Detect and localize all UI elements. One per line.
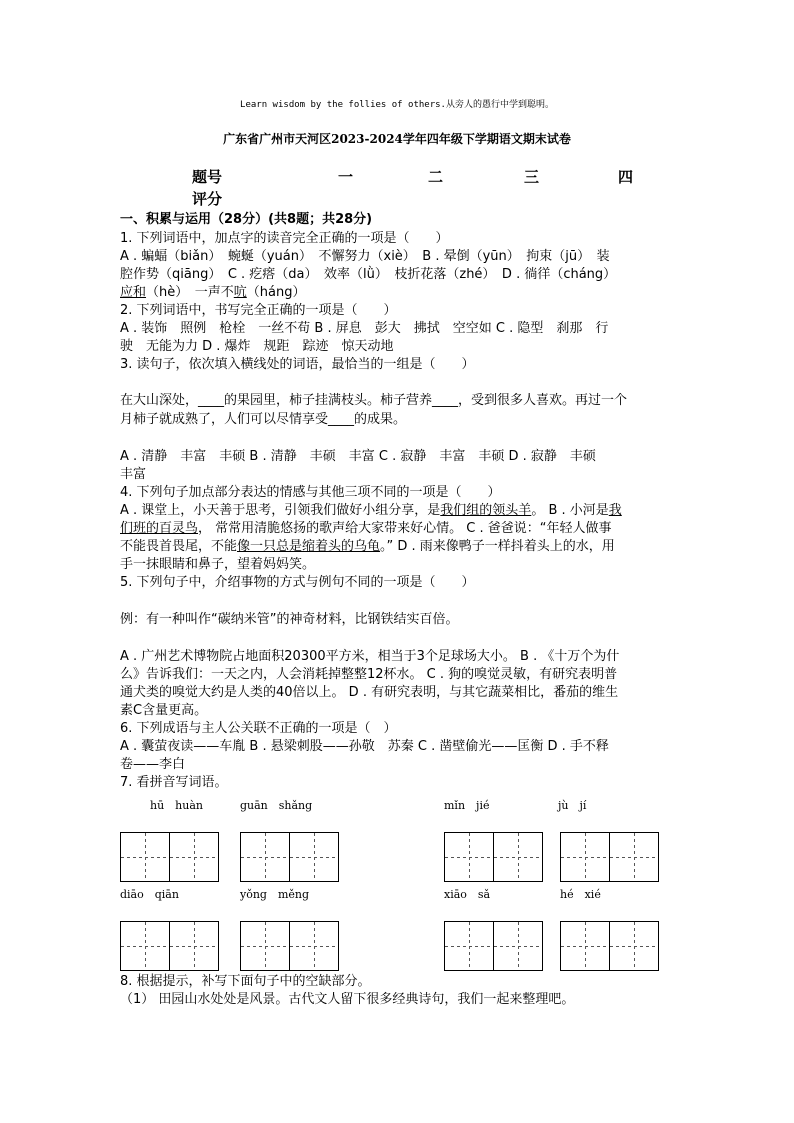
underlined-phrase: 我们组的领头羊	[440, 503, 532, 518]
q1-options-line-2: 腔作势（qiāng） C . 疙瘩（da） 效率（lǜ） 枝折花落（zhé） D . 徜徉（cháng）	[120, 267, 617, 282]
page-title: 广东省广州市天河区2023-2024学年四年级下学期语文期末试卷	[223, 132, 571, 146]
text: （hè） 一声不	[146, 285, 234, 300]
q5-options-line-1: A . 广州艺术博物院占地面积20300平方米，相当于3个足球场大小。 B . 《十万个为什	[120, 649, 620, 664]
writing-grid[interactable]	[444, 832, 542, 882]
q5-example: 例：有一种叫作“碳纳米管”的神奇材料，比钢铁结实百倍。	[120, 612, 459, 627]
text: A . 课堂上，小天善于思考，引领我们做好小组分享，是	[120, 503, 441, 518]
pinyin-label: yǒng měng	[240, 888, 310, 901]
q4-options-line-3	[120, 538, 615, 556]
q3-options-line-1: A . 清静 丰富 丰硕 B . 清静 丰硕 丰富 C . 寂静 丰富 丰硕 D . 寂静 丰硕	[120, 449, 596, 464]
text: （háng）	[246, 285, 306, 300]
writing-grid[interactable]	[444, 921, 542, 971]
underlined-phrase: 我	[608, 503, 622, 518]
q3-passage-line-1: 在大山深处，____的果园里，柿子挂满枝头。柿子营养____，受到很多人喜欢。再过一个	[120, 393, 628, 408]
q2-options-line-2: 驶 无能为力 D . 爆炸 规距 踪迹 惊天动地	[120, 339, 394, 354]
q6-options-line-2: 卷——李白	[120, 757, 186, 772]
q4-stem: 4. 下列句子加点部分表达的情感与其他三项不同的一项是（ ）	[120, 485, 501, 500]
q5-stem: 5. 下列句子中，介绍事物的方式与例句不同的一项是（ ）	[120, 575, 475, 590]
writing-grid[interactable]	[120, 832, 218, 882]
pinyin-label: hū huàn	[150, 799, 203, 812]
q5-options-line-4: 素C含量更高。	[120, 703, 208, 718]
q1-options-line-1: A . 蝙蝠（biǎn） 蜿蜒（yuán） 不懈努力（xiè） B . 晕倒（yūn） 拘束（jū） 装	[120, 249, 610, 264]
q6-options-line-1: A . 囊萤夜读——车胤 B . 悬梁刺股——孙敬 苏秦 C . 凿壁偷光——匡衡 D . 手不释	[120, 739, 609, 754]
section-heading: 一、积累与运用（28分）(共8题；共28分)	[120, 212, 373, 227]
q5-options-line-2: 么》告诉我们：一天之内，人会消耗掉整整12杯水。 C . 狗的嗅觉灵敏，有研究表明普	[120, 667, 618, 682]
score-col-3: 三	[524, 168, 540, 186]
pinyin-label: hé xié	[560, 888, 601, 901]
q6-stem: 6. 下列成语与主人公关联不正确的一项是（ ）	[120, 721, 397, 736]
q7-stem: 7. 看拼音写词语。	[120, 775, 228, 790]
text: 。 B . 小河是	[531, 503, 609, 518]
pinyin-label: mǐn jié	[444, 799, 490, 812]
pinyin-label: xiāo sǎ	[444, 888, 491, 901]
score-col-4: 四	[618, 168, 634, 186]
underlined-word: 应和	[120, 285, 147, 300]
q8-sub-1: （1） 田园山水处处是风景。古代文人留下很多经典诗句，我们一起来整理吧。	[120, 992, 575, 1007]
score-col-2: 二	[428, 168, 444, 186]
q3-stem: 3. 读句子，依次填入横线处的词语，最恰当的一组是（ ）	[120, 357, 475, 372]
writing-grid[interactable]	[560, 832, 658, 882]
writing-grid[interactable]	[240, 832, 338, 882]
score-col-1: 一	[338, 168, 354, 186]
score-table-row-label-2: 评分	[192, 190, 223, 208]
motto: Learn wisdom by the follies of others.从旁人的愚行中学到聪明。	[240, 100, 554, 110]
q4-options-line-4: 手一抹眼睛和鼻子，望着妈妈笑。	[120, 557, 316, 572]
q2-stem: 2. 下列词语中，书写完全正确的一项是（ ）	[120, 303, 397, 318]
writing-grid[interactable]	[240, 921, 338, 971]
q4-options-line-2	[120, 520, 612, 538]
text: ， 常常用清脆悠扬的歌声给大家带来好心情。 C . 爸爸说：“年轻人做事	[198, 521, 612, 536]
text: 。” D . 雨来像鸭子一样抖着头上的水，用	[380, 539, 615, 554]
q1-stem: 1. 下列词语中，加点字的读音完全正确的一项是（ ）	[120, 231, 449, 246]
q2-options-line-1: A . 装饰 照例 枪栓 一丝不苟 B . 屏息 彭大 拂拭 空空如 C . 隐型 刹那 行	[120, 321, 609, 336]
q8-stem: 8. 根据提示，补写下面句子中的空缺部分。	[120, 974, 371, 989]
q3-passage-line-2: 月柿子就成熟了，人们可以尽情享受____的成果。	[120, 412, 407, 427]
writing-grid[interactable]	[560, 921, 658, 971]
score-table-row-label-1: 题号	[192, 168, 223, 186]
pinyin-label: diāo qiān	[120, 888, 179, 901]
q5-options-line-3: 通犬类的嗅觉大约是人类的40倍以上。 D . 有研究表明，与其它蔬菜相比，番茄的维生	[120, 685, 619, 700]
writing-grid[interactable]	[120, 921, 218, 971]
q1-options-line-3	[120, 284, 305, 302]
underlined-phrase: 们班的百灵鸟	[120, 521, 199, 536]
underlined-word: 吭	[233, 285, 247, 300]
text: 不能畏首畏尾，不能	[120, 539, 238, 554]
q3-options-line-2: 丰富	[120, 467, 147, 482]
pinyin-label: jù jí	[558, 799, 587, 812]
q4-options-line-1	[120, 502, 622, 520]
underlined-phrase: 像一只总是缩着头的乌龟	[237, 539, 381, 554]
pinyin-label: guān shǎng	[240, 799, 313, 812]
